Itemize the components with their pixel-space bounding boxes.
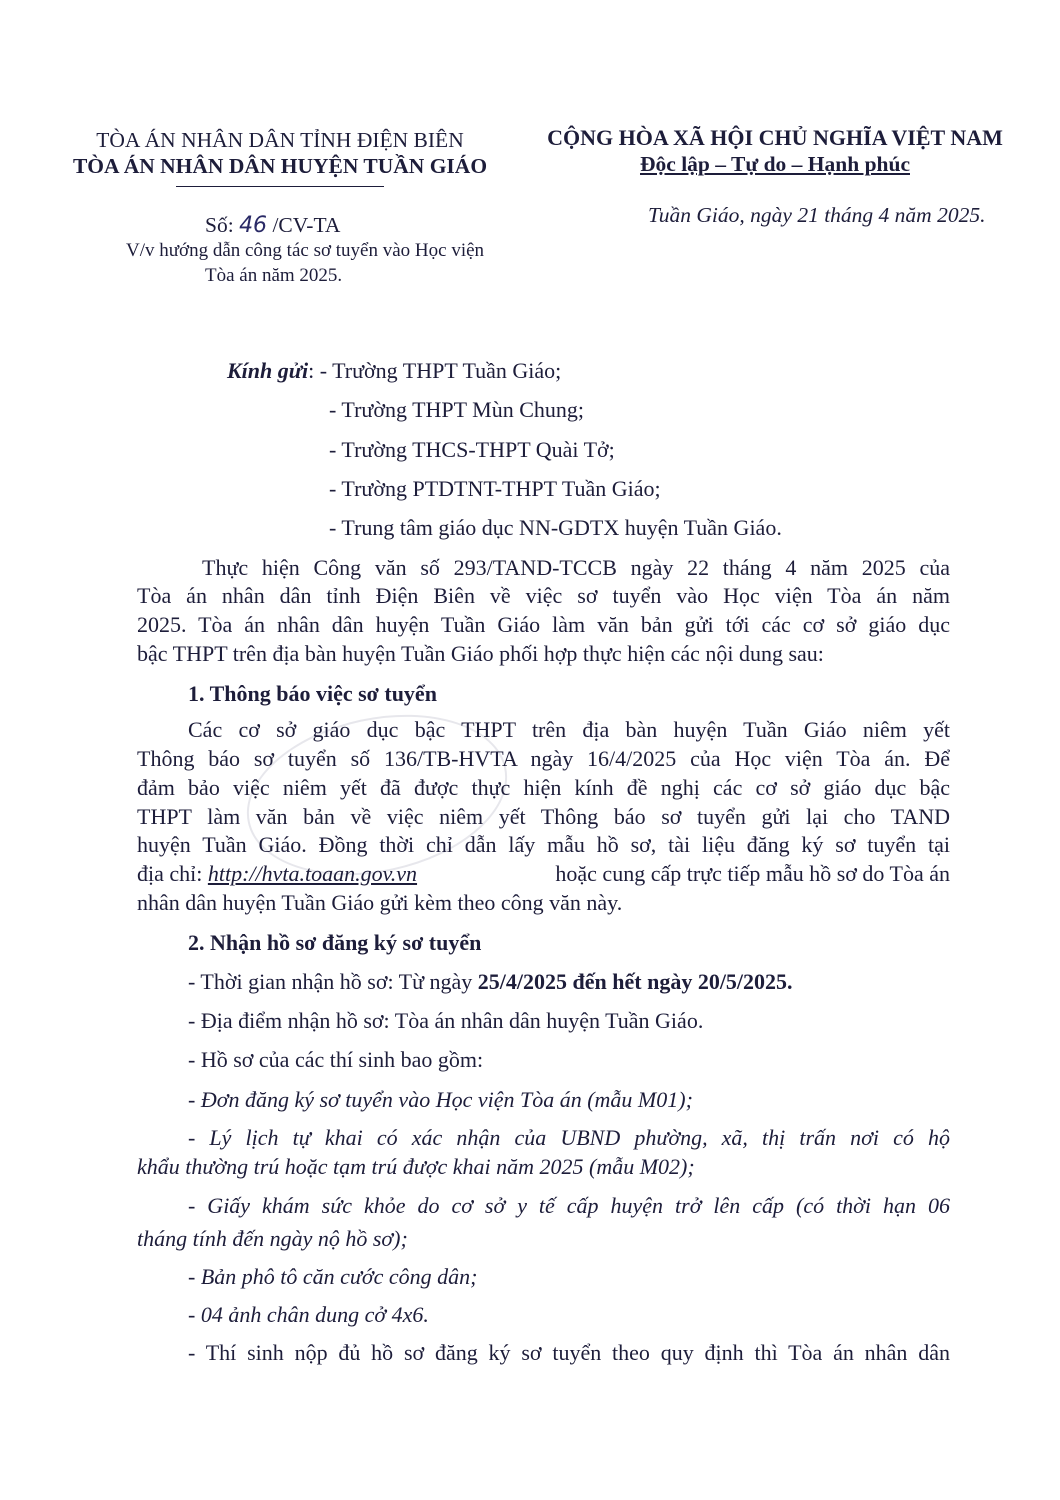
motto: Độc lập – Tự do – Hạnh phúc [640,152,910,176]
receive-time-label: - Thời gian nhận hồ sơ: Từ ngày [188,969,478,994]
dossier-item: - Bản phô tô căn cước công dân; [188,1264,478,1289]
recipients-label: Kính gửi [227,358,309,383]
link-suffix: hoặc cung cấp trực tiếp mẫu hồ sơ do Tòa án [549,861,950,886]
section1-heading: 1. Thông báo việc sơ tuyển [188,681,437,706]
intro-line: Thực hiện Công văn số 293/TAND-TCCB ngày 22 tháng 4 năm 2025 của [202,555,950,580]
intro-line: Tòa án nhân dân tỉnh Điện Biên về việc sơ tuyển vào Học viện Tòa án năm [137,583,950,608]
section1-line: Thông báo sơ tuyển số 136/TB-HVTA ngày 16/4/2025 của Học viện Tòa án. Để [137,746,950,771]
dossier-item: - 04 ảnh chân dung cở 4x6. [188,1302,429,1327]
dossier-item: - Đơn đăng ký sơ tuyển vào Học viện Tòa án (mẫu M01); [188,1087,693,1112]
receive-time-range: 25/4/2025 đến hết ngày 20/5/2025. [477,969,793,994]
recipient-item: - Trung tâm giáo dục NN-GDTX huyện Tuần Giáo. [329,515,782,540]
receive-place: - Địa điểm nhận hồ sơ: Tòa án nhân dân huyện Tuần Giáo. [188,1008,704,1033]
intro-line: 2025. Tòa án nhân dân huyện Tuần Giáo làm văn bản gửi tới các cơ sở giáo dục [137,612,950,637]
subject-line-1: V/v hướng dẫn công tác sơ tuyển vào Học viện [125,240,485,261]
org-name: TÒA ÁN NHÂN DÂN HUYỆN TUẦN GIÁO [72,154,488,178]
doc-number-suffix: /CV-TA [272,213,341,237]
section1-link-line [137,861,950,887]
recipient-item: - Trường THPT Tuần Giáo; [319,358,562,383]
dossier-item: - Giấy khám sức khỏe do cơ sở y tế cấp huyện trở lên cấp (có thời hạn 06 [188,1193,950,1218]
section1-line: THPT làm văn bản về việc niêm yết Thông báo sơ tuyển gửi lại cho TAND [137,804,950,829]
final-line: - Thí sinh nộp đủ hồ sơ đăng ký sơ tuyển theo quy định thì Tòa án nhân dân [188,1340,950,1365]
subject-line-2: Tòa án năm 2025. [205,265,343,286]
doc-number-prefix: Số: [205,213,234,237]
dossier-item-cont: tháng tính đến ngày nộ hồ sơ); [137,1226,408,1251]
section1-line: nhân dân huyện Tuần Giáo gửi kèm theo công văn này. [137,890,623,915]
section1-line: Các cơ sở giáo dục bậc THPT trên địa bàn huyện Tuần Giáo niêm yết [188,717,950,742]
receive-time [188,969,793,995]
dossier-item-cont: khẩu thường trú hoặc tạm trú được khai năm 2025 (mẫu M02); [137,1154,695,1179]
section1-line: đảm bảo việc niêm yết đã được thực hiện kính đề nghị các cơ sở giáo dục bậc [137,775,950,800]
org-underline [176,186,384,187]
doc-number [205,213,340,238]
place-date: Tuần Giáo, ngày 21 tháng 4 năm 2025. [648,203,986,227]
doc-number-handwritten: 46 [239,213,268,238]
website-link[interactable]: http://hvta.toaan.gov.vn [207,861,418,886]
link-prefix: địa chỉ: [137,861,208,886]
section1-line: huyện Tuần Giáo. Đồng thời chỉ dẫn lấy mẫu hồ sơ, tài liệu đăng ký sơ tuyển tại [137,832,950,857]
recipient-item: - Trường THPT Mùn Chung; [329,397,585,422]
intro-line: bậc THPT trên địa bàn huyện Tuần Giáo phối hợp thực hiện các nội dung sau: [137,641,824,666]
dossier-item: - Lý lịch tự khai có xác nhận của UBND phường, xã, thị trấn nơi có hộ [188,1125,950,1150]
org-parent: TÒA ÁN NHÂN DÂN TỈNH ĐIỆN BIÊN [96,128,464,152]
recipient-item: - Trường THCS-THPT Quài Tở; [329,437,615,462]
recipient-item: - Trường PTDTNT-THPT Tuần Giáo; [329,476,661,501]
dossier-includes: - Hồ sơ của các thí sinh bao gồm: [188,1047,484,1072]
section2-heading: 2. Nhận hồ sơ đăng ký sơ tuyển [188,930,482,955]
recipients-first [227,358,561,384]
recipients-colon: : [308,358,315,383]
nation-title: CỘNG HÒA XÃ HỘI CHỦ NGHĨA VIỆT NAM [547,125,1003,150]
